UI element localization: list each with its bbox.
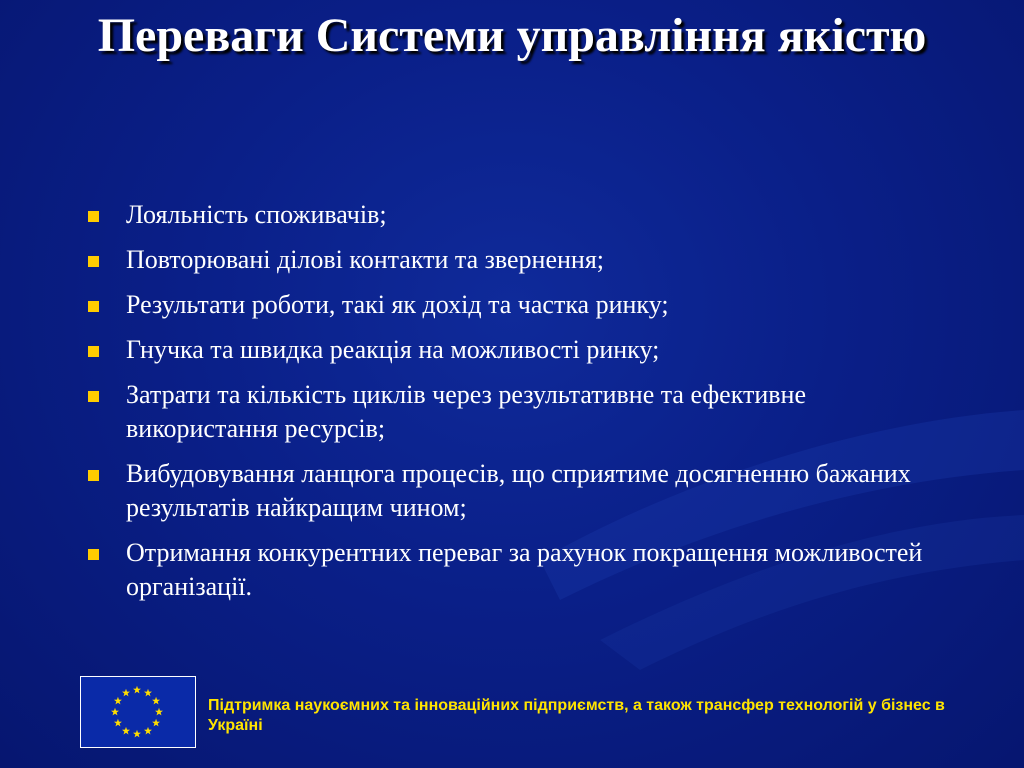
bullet-text: Лояльність споживачів;: [126, 200, 387, 229]
bullet-item: [84, 243, 964, 277]
bullet-square-icon: [88, 346, 99, 357]
bullet-text: Затрати та кількість циклів через результативне та ефективне використання ресурсів;: [126, 380, 807, 443]
bullet-square-icon: [88, 391, 99, 402]
bullet-text: Результати роботи, такі як дохід та частка ринку;: [126, 290, 669, 319]
bullet-text: Отримання конкурентних переваг за рахунок покращення можливостей організації.: [126, 538, 923, 601]
bullet-item: [84, 536, 964, 604]
eu-star-icon: [114, 697, 122, 705]
bullet-item: [84, 457, 964, 525]
bullet-text: Гнучка та швидка реакція на можливості ринку;: [126, 335, 660, 364]
bullet-square-icon: [88, 549, 99, 560]
eu-star-icon: [122, 689, 130, 697]
eu-stars-icon: [81, 677, 195, 747]
eu-star-icon: [144, 689, 152, 697]
bullet-item: [84, 378, 964, 446]
eu-star-icon: [152, 719, 160, 727]
bullet-list: [84, 198, 964, 615]
eu-star-icon: [144, 727, 152, 735]
bullet-square-icon: [88, 470, 99, 481]
eu-star-icon: [122, 727, 130, 735]
bullet-item: [84, 333, 964, 367]
bullet-square-icon: [88, 301, 99, 312]
bullet-text: Повторювані ділові контакти та звернення;: [126, 245, 605, 274]
bullet-square-icon: [88, 256, 99, 267]
eu-star-icon: [114, 719, 122, 727]
footer-text: Підтримка наукоємних та інноваційних підприємств, а також трансфер технологій у бізнес в Україні: [208, 697, 945, 734]
slide-title: Переваги Системи управління якістю: [97, 9, 927, 62]
bullet-item: [84, 288, 964, 322]
eu-flag-icon: [80, 676, 196, 748]
eu-star-icon: [133, 686, 141, 694]
bullet-text: Вибудовування ланцюга процесів, що сприятиме досягненню бажаних результатів найкращим чином;: [126, 459, 911, 522]
eu-star-icon: [152, 697, 160, 705]
eu-star-icon: [133, 730, 141, 738]
bullet-square-icon: [88, 211, 99, 222]
bullet-item: [84, 198, 964, 232]
eu-star-icon: [155, 708, 163, 716]
eu-star-icon: [111, 708, 119, 716]
